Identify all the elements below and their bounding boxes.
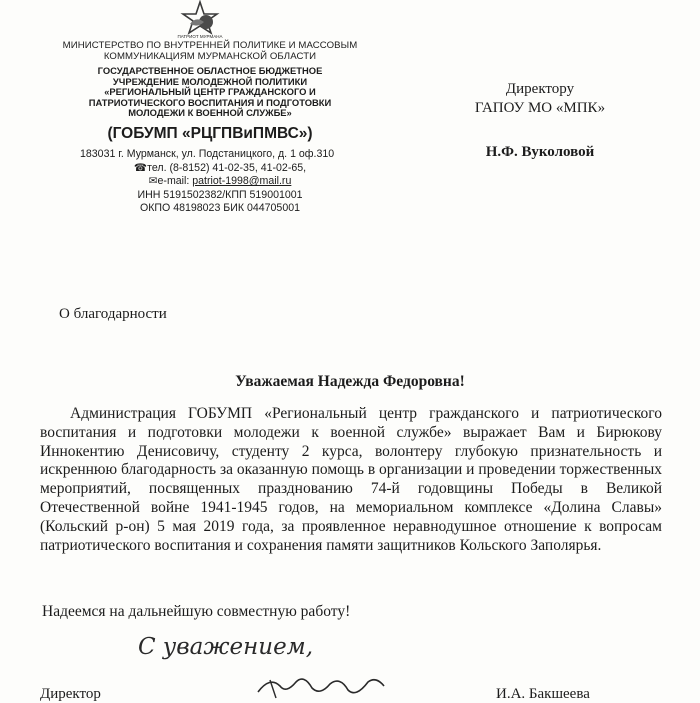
ministry-line-2: КОММУНИКАЦИЯМ МУРМАНСКОЙ ОБЛАСТИ — [103, 51, 317, 62]
organization-logo — [160, 0, 240, 40]
email-label: e-mail: — [157, 175, 193, 188]
ministry-line-1: МИНИСТЕРСТВО ПО ВНУТРЕННЕЙ ПОЛИТИКЕ И МАССОВЫМ — [62, 40, 358, 51]
body-paragraph: Администрация ГОБУМП «Региональный центр гражданского и патриотического воспитания и подготовки молодежи к военной службе» выражает Вам и Бирюкову Иннокентию Денисовичу, студенту 2 курса, волонтеру глубокую признательность и искреннюю благодарность за оказанную помощь в организации и проведении торжественных мероприятий, посвященных празднованию 74-й годовщины Победы в Великой Отечественной войне 1941-1945 годов, на мемориальном комплексе «Долина Славы» (Кольский р-он) 5 мая 2019 года, за проявленное неравнодушное отношение к вопросам патриотического воспитания и сохранения памяти защитников Кольского Заполярья. — [40, 405, 662, 554]
inn-kpp: ИНН 5191502382/КПП 519001001 — [137, 188, 303, 201]
institution-line-2: УЧРЕЖДЕНИЕ МОЛОДЕЖНОЙ ПОЛИТИКИ — [112, 75, 308, 87]
contact-block — [80, 148, 360, 216]
address: 183031 г. Мурманск, ул. Подстаницкого, д. 1 оф.310 — [80, 148, 335, 160]
addressee-position: Директору — [505, 81, 575, 97]
logo-text: ПАТРИОТ МУРМАНА — [177, 34, 223, 39]
greeting: Уважаемая Надежда Федоровна! — [235, 373, 465, 390]
signatory-position: Директор — [40, 686, 101, 702]
institution-line-4: ПАТРИОТИЧЕСКОГО ВОСПИТАНИЯ И ПОДГОТОВКИ — [88, 96, 332, 108]
institution-line-5: МОЛОДЕЖИ К ВОЕННОЙ СЛУЖБЕ» — [128, 107, 292, 118]
institution-line-3: «РЕГИОНАЛЬНЫЙ ЦЕНТР ГРАЖДАНСКОГО И — [104, 86, 316, 97]
signatory-name: И.А. Бакшеева — [496, 686, 590, 702]
letter-subject: О благодарности — [59, 306, 167, 322]
handwritten-note: С уважением, — [138, 634, 314, 660]
email-link[interactable]: patriot-1998@mail.ru — [192, 175, 292, 188]
institution-line-1: ГОСУДАРСТВЕННОЕ ОБЛАСТНОЕ БЮДЖЕТНОЕ — [97, 65, 323, 76]
okpo-bik: ОКПО 48198023 БИК 044705001 — [140, 202, 300, 215]
phone-line — [80, 162, 360, 176]
envelope-icon: ✉ — [148, 175, 158, 188]
email-line — [80, 175, 360, 189]
addressee-name: Н.Ф. Вуколовой — [485, 144, 595, 160]
closing-line: Надеемся на дальнейшую совместную работу! — [42, 603, 351, 620]
addressee-organization: ГАПОУ МО «МПК» — [474, 100, 606, 116]
institution-abbreviation: (ГОБУМП «РЦГПВиПМВС») — [107, 125, 313, 142]
handwritten-signature — [250, 672, 390, 700]
phone: тел. (8-8152) 41-02-35, 41-02-65, — [147, 161, 307, 174]
phone-icon: ☎ — [133, 161, 148, 174]
letter-body — [40, 405, 662, 555]
